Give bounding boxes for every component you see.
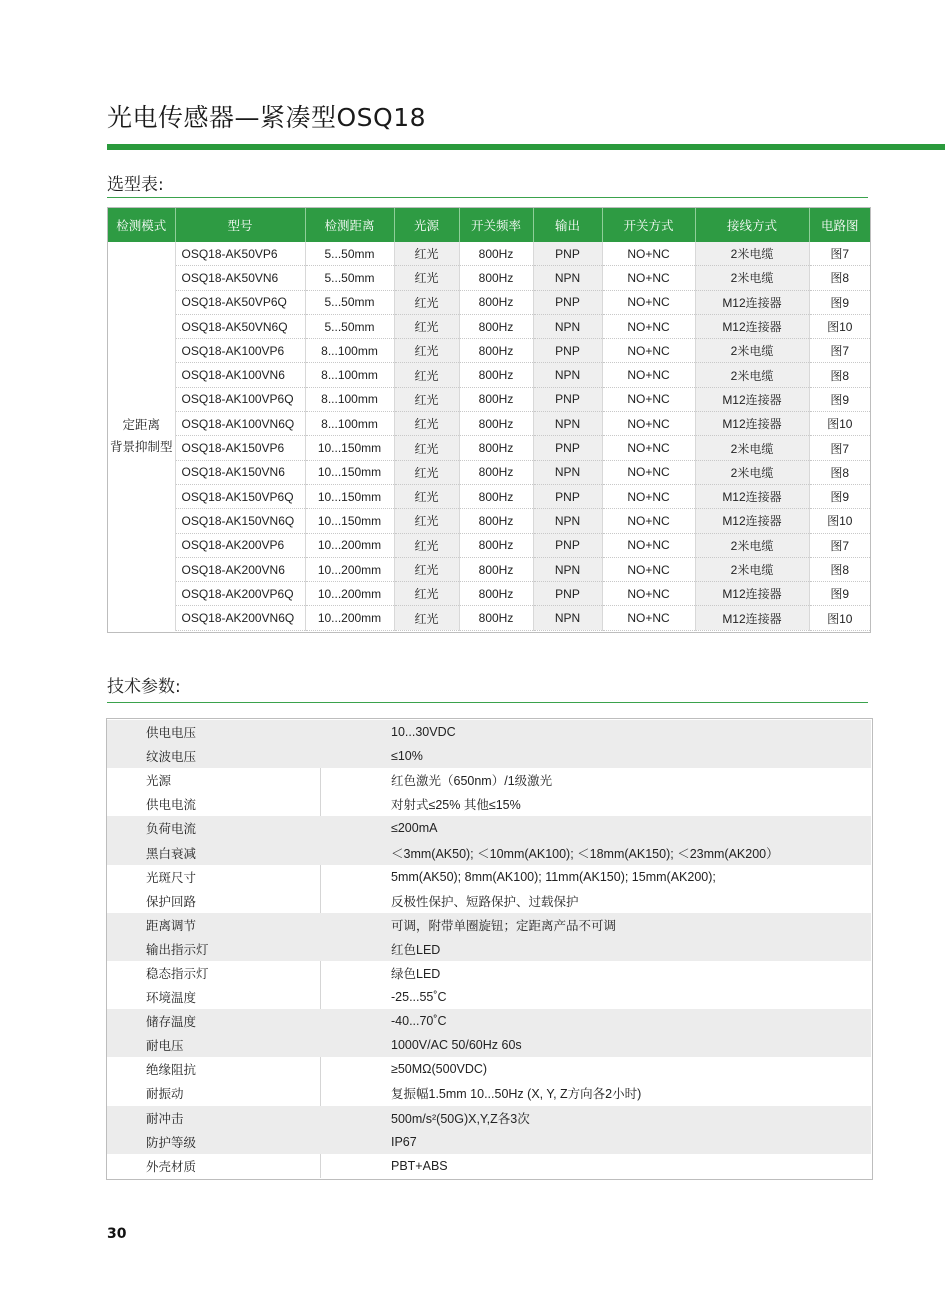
cell-model: OSQ18-AK100VN6: [175, 363, 305, 387]
cell-switch-mode: NO+NC: [602, 363, 695, 387]
header-wiring: 接线方式: [695, 208, 809, 242]
cell-light-source: 红光: [394, 387, 459, 411]
spec-label: 防护等级: [107, 1130, 321, 1154]
cell-distance: 8...100mm: [305, 363, 394, 387]
spec-row: [107, 720, 871, 744]
cell-switch-mode: NO+NC: [602, 412, 695, 436]
spec-row: [107, 913, 871, 937]
spec-value: 反极性保护、短路保护、过载保护: [391, 894, 579, 909]
spec-label: 保护回路: [107, 889, 321, 913]
cell-wiring: M12连接器: [695, 582, 809, 606]
spec-label: 外壳材质: [107, 1154, 321, 1178]
cell-light-source: 红光: [394, 290, 459, 314]
cell-switch-mode: NO+NC: [602, 460, 695, 484]
selection-divider: [107, 197, 868, 198]
spec-label: 耐冲击: [107, 1106, 321, 1130]
spec-value: 1000V/AC 50/60Hz 60s: [321, 1033, 872, 1057]
cell-frequency: 800Hz: [459, 436, 533, 460]
cell-model: OSQ18-AK100VN6Q: [175, 412, 305, 436]
cell-switch-mode: NO+NC: [602, 387, 695, 411]
cell-light-source: 红光: [394, 314, 459, 338]
cell-wiring: 2米电缆: [695, 266, 809, 290]
spec-label: 环境温度: [107, 985, 321, 1009]
cell-output: NPN: [533, 460, 602, 484]
page-number: 30: [107, 1226, 127, 1242]
spec-label: 供电电流: [107, 792, 321, 816]
cell-wiring: M12连接器: [695, 387, 809, 411]
cell-wiring: 2米电缆: [695, 557, 809, 581]
spec-row: [107, 865, 871, 889]
table-row: [108, 363, 870, 387]
cell-output: PNP: [533, 436, 602, 460]
cell-light-source: 红光: [394, 460, 459, 484]
spec-row: [107, 1106, 871, 1130]
spec-value: 可调，附带单圈旋钮；定距离产品不可调: [321, 913, 872, 937]
cell-model: OSQ18-AK100VP6: [175, 339, 305, 363]
cell-switch-mode: NO+NC: [602, 533, 695, 557]
cell-frequency: 800Hz: [459, 460, 533, 484]
cell-distance: 5...50mm: [305, 314, 394, 338]
header-switch-mode: 开关方式: [602, 208, 695, 242]
header-output: 输出: [533, 208, 602, 242]
detect-mode-line2: 背景抑制型: [109, 440, 173, 455]
detect-mode-line1: 定距离: [122, 418, 160, 433]
cell-distance: 10...200mm: [305, 533, 394, 557]
cell-switch-mode: NO+NC: [602, 242, 695, 266]
spec-row: [107, 792, 871, 816]
cell-output: PNP: [533, 242, 602, 266]
cell-output: NPN: [533, 557, 602, 581]
cell-wiring: M12连接器: [695, 606, 809, 630]
spec-row: [107, 889, 871, 913]
cell-switch-mode: NO+NC: [602, 339, 695, 363]
cell-circuit: 图10: [809, 509, 870, 533]
cell-wiring: M12连接器: [695, 412, 809, 436]
table-row: [108, 606, 870, 630]
cell-switch-mode: NO+NC: [602, 557, 695, 581]
cell-output: PNP: [533, 339, 602, 363]
cell-light-source: 红光: [394, 509, 459, 533]
cell-frequency: 800Hz: [459, 533, 533, 557]
cell-wiring: M12连接器: [695, 484, 809, 508]
title-divider: [107, 144, 945, 150]
cell-model: OSQ18-AK50VP6Q: [175, 290, 305, 314]
cell-frequency: 800Hz: [459, 339, 533, 363]
table-row: [108, 387, 870, 411]
cell-wiring: M12连接器: [695, 509, 809, 533]
spec-label: 稳态指示灯: [107, 961, 321, 985]
cell-wiring: 2米电缆: [695, 533, 809, 557]
cell-distance: 10...150mm: [305, 509, 394, 533]
cell-frequency: 800Hz: [459, 606, 533, 630]
header-frequency: 开关频率: [459, 208, 533, 242]
cell-output: NPN: [533, 314, 602, 338]
cell-switch-mode: NO+NC: [602, 266, 695, 290]
cell-distance: 10...150mm: [305, 460, 394, 484]
specs-divider: [107, 702, 868, 703]
table-row: [108, 582, 870, 606]
table-row: [108, 314, 870, 338]
cell-frequency: 800Hz: [459, 266, 533, 290]
cell-circuit: 图7: [809, 339, 870, 363]
cell-circuit: 图7: [809, 436, 870, 460]
cell-circuit: 图8: [809, 266, 870, 290]
cell-frequency: 800Hz: [459, 387, 533, 411]
cell-distance: 10...150mm: [305, 436, 394, 460]
cell-frequency: 800Hz: [459, 363, 533, 387]
cell-model: OSQ18-AK50VN6: [175, 266, 305, 290]
cell-model: OSQ18-AK50VN6Q: [175, 314, 305, 338]
cell-output: PNP: [533, 387, 602, 411]
spec-row: [107, 1009, 871, 1033]
cell-frequency: 800Hz: [459, 412, 533, 436]
table-row: [108, 484, 870, 508]
cell-wiring: 2米电缆: [695, 339, 809, 363]
header-circuit: 电路图: [809, 208, 870, 242]
cell-circuit: 图10: [809, 606, 870, 630]
cell-light-source: 红光: [394, 533, 459, 557]
cell-distance: 5...50mm: [305, 290, 394, 314]
cell-distance: 10...200mm: [305, 606, 394, 630]
cell-distance: 10...200mm: [305, 557, 394, 581]
cell-wiring: 2米电缆: [695, 436, 809, 460]
spec-value: -25...55˚C: [391, 990, 447, 1005]
spec-row: [107, 1057, 871, 1081]
cell-distance: 5...50mm: [305, 242, 394, 266]
cell-output: PNP: [533, 533, 602, 557]
cell-model: OSQ18-AK150VP6: [175, 436, 305, 460]
cell-distance: 10...150mm: [305, 484, 394, 508]
detect-mode-cell: [108, 242, 175, 630]
cell-circuit: 图7: [809, 533, 870, 557]
cell-circuit: 图10: [809, 314, 870, 338]
table-row: [108, 436, 870, 460]
spec-value: PBT+ABS: [391, 1158, 448, 1173]
cell-wiring: M12连接器: [695, 314, 809, 338]
cell-switch-mode: NO+NC: [602, 606, 695, 630]
cell-distance: 8...100mm: [305, 339, 394, 363]
cell-switch-mode: NO+NC: [602, 314, 695, 338]
cell-switch-mode: NO+NC: [602, 582, 695, 606]
cell-circuit: 图7: [809, 242, 870, 266]
selection-heading: 选型表:: [107, 175, 164, 195]
cell-light-source: 红光: [394, 606, 459, 630]
spec-value: 红色激光（650nm）/1级激光: [391, 774, 553, 789]
cell-output: NPN: [533, 363, 602, 387]
spec-label: 输出指示灯: [107, 937, 321, 961]
spec-row: [107, 1154, 871, 1178]
cell-wiring: M12连接器: [695, 290, 809, 314]
spec-row: [107, 961, 871, 985]
cell-frequency: 800Hz: [459, 484, 533, 508]
spec-label: 黑白衰减: [107, 840, 321, 864]
cell-output: NPN: [533, 606, 602, 630]
spec-value: 10...30VDC: [321, 720, 872, 744]
cell-output: PNP: [533, 582, 602, 606]
cell-frequency: 800Hz: [459, 557, 533, 581]
page-title: 光电传感器—紧凑型OSQ18: [107, 103, 427, 132]
cell-circuit: 图9: [809, 484, 870, 508]
table-row: [108, 266, 870, 290]
cell-wiring: 2米电缆: [695, 242, 809, 266]
cell-distance: 8...100mm: [305, 387, 394, 411]
spec-value: ＜3mm(AK50); ＜10mm(AK100); ＜18mm(AK150); ＜23mm(AK200）: [321, 840, 872, 864]
specs-heading: 技术参数:: [107, 677, 181, 697]
cell-model: OSQ18-AK200VP6Q: [175, 582, 305, 606]
cell-light-source: 红光: [394, 339, 459, 363]
spec-value: 5mm(AK50); 8mm(AK100); 11mm(AK150); 15mm(AK200);: [391, 869, 716, 884]
cell-light-source: 红光: [394, 412, 459, 436]
spec-value: ≥50MΩ(500VDC): [391, 1062, 488, 1077]
table-row: [108, 557, 870, 581]
spec-label: 光斑尺寸: [107, 865, 321, 889]
spec-value: 500m/s²(50G)X,Y,Z各3次: [321, 1106, 872, 1130]
cell-frequency: 800Hz: [459, 582, 533, 606]
cell-light-source: 红光: [394, 242, 459, 266]
cell-frequency: 800Hz: [459, 314, 533, 338]
specs-table: [107, 720, 871, 1178]
table-row: [108, 290, 870, 314]
cell-wiring: 2米电缆: [695, 363, 809, 387]
spec-row: [107, 1081, 871, 1105]
header-light-source: 光源: [394, 208, 459, 242]
spec-value: ≤200mA: [321, 816, 872, 840]
spec-label: 负荷电流: [107, 816, 321, 840]
cell-circuit: 图8: [809, 363, 870, 387]
cell-circuit: 图9: [809, 582, 870, 606]
cell-switch-mode: NO+NC: [602, 436, 695, 460]
spec-label: 储存温度: [107, 1009, 321, 1033]
cell-model: OSQ18-AK150VN6: [175, 460, 305, 484]
spec-label: 距离调节: [107, 913, 321, 937]
cell-model: OSQ18-AK100VP6Q: [175, 387, 305, 411]
cell-switch-mode: NO+NC: [602, 290, 695, 314]
cell-switch-mode: NO+NC: [602, 509, 695, 533]
spec-row: [107, 840, 871, 864]
cell-light-source: 红光: [394, 436, 459, 460]
cell-output: NPN: [533, 266, 602, 290]
cell-distance: 10...200mm: [305, 582, 394, 606]
spec-row: [107, 816, 871, 840]
cell-model: OSQ18-AK200VP6: [175, 533, 305, 557]
spec-label: 耐电压: [107, 1033, 321, 1057]
spec-value: IP67: [321, 1130, 872, 1154]
table-row: [108, 533, 870, 557]
header-model: 型号: [175, 208, 305, 242]
cell-circuit: 图10: [809, 412, 870, 436]
cell-switch-mode: NO+NC: [602, 484, 695, 508]
cell-model: OSQ18-AK200VN6: [175, 557, 305, 581]
cell-light-source: 红光: [394, 557, 459, 581]
cell-output: PNP: [533, 290, 602, 314]
cell-wiring: 2米电缆: [695, 460, 809, 484]
cell-output: NPN: [533, 412, 602, 436]
spec-row: [107, 1130, 871, 1154]
spec-row: [107, 768, 871, 792]
cell-light-source: 红光: [394, 266, 459, 290]
cell-circuit: 图8: [809, 460, 870, 484]
cell-light-source: 红光: [394, 363, 459, 387]
spec-value: 对射式≤25% 其他≤15%: [391, 798, 521, 813]
spec-value: 绿色LED: [391, 966, 441, 981]
spec-value: 复振幅1.5mm 10...50Hz (X, Y, Z方向各2小时): [391, 1087, 642, 1102]
cell-circuit: 图8: [809, 557, 870, 581]
spec-row: [107, 985, 871, 1009]
spec-value: 红色LED: [321, 937, 872, 961]
spec-label: 供电电压: [107, 720, 321, 744]
cell-output: PNP: [533, 484, 602, 508]
table-row: [108, 339, 870, 363]
header-distance: 检测距离: [305, 208, 394, 242]
cell-output: NPN: [533, 509, 602, 533]
spec-row: [107, 937, 871, 961]
header-detect-mode: 检测模式: [108, 208, 175, 242]
spec-value: ≤10%: [321, 744, 872, 768]
cell-circuit: 图9: [809, 290, 870, 314]
spec-label: 光源: [107, 768, 321, 792]
cell-model: OSQ18-AK50VP6: [175, 242, 305, 266]
cell-circuit: 图9: [809, 387, 870, 411]
spec-value: -40...70˚C: [321, 1009, 872, 1033]
spec-row: [107, 744, 871, 768]
cell-light-source: 红光: [394, 484, 459, 508]
table-row: [108, 412, 870, 436]
cell-light-source: 红光: [394, 582, 459, 606]
cell-distance: 5...50mm: [305, 266, 394, 290]
spec-row: [107, 1033, 871, 1057]
table-row: [108, 242, 870, 266]
spec-label: 纹波电压: [107, 744, 321, 768]
spec-label: 耐振动: [107, 1081, 321, 1105]
cell-model: OSQ18-AK150VP6Q: [175, 484, 305, 508]
selection-table: [108, 208, 870, 631]
cell-distance: 8...100mm: [305, 412, 394, 436]
cell-frequency: 800Hz: [459, 509, 533, 533]
cell-frequency: 800Hz: [459, 242, 533, 266]
table-row: [108, 509, 870, 533]
cell-frequency: 800Hz: [459, 290, 533, 314]
cell-model: OSQ18-AK200VN6Q: [175, 606, 305, 630]
cell-model: OSQ18-AK150VN6Q: [175, 509, 305, 533]
table-row: [108, 460, 870, 484]
selection-header-row: [108, 208, 870, 242]
spec-label: 绝缘阻抗: [107, 1057, 321, 1081]
